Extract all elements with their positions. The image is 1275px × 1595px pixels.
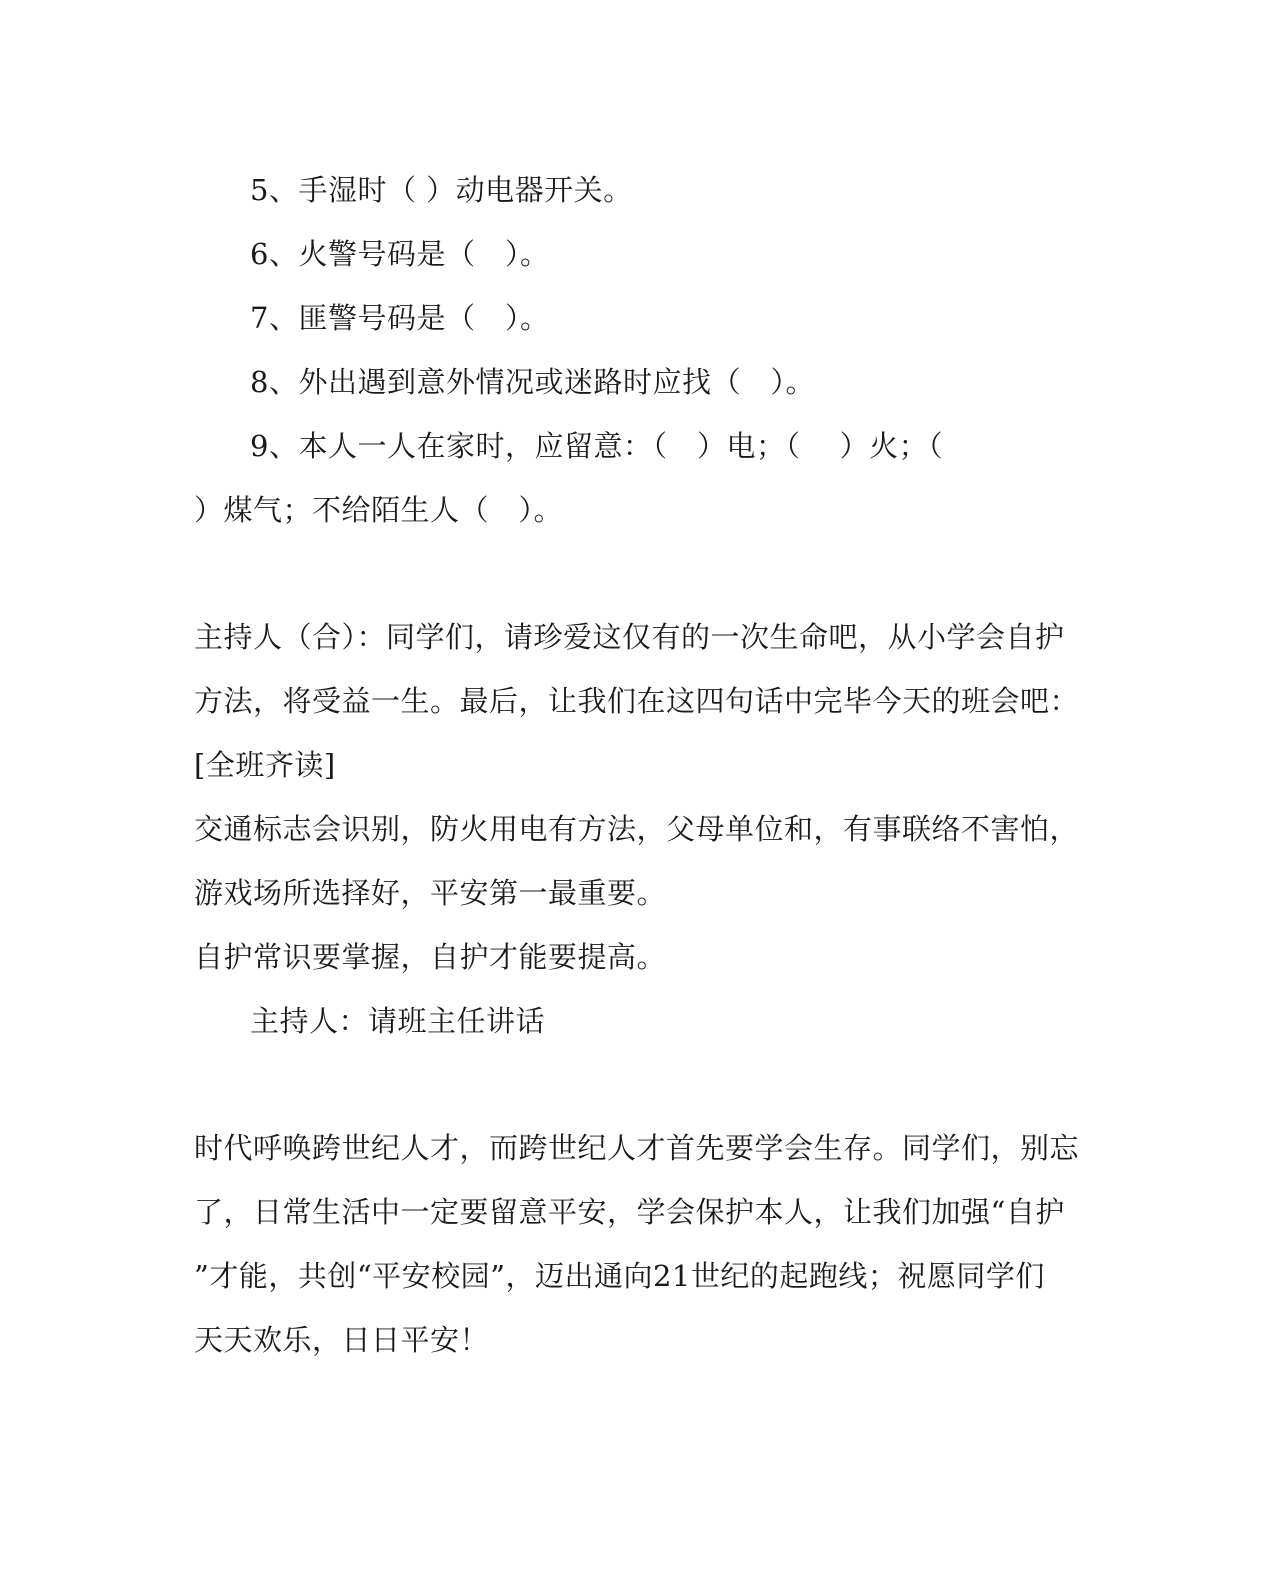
host-closing-line-2: 方法，将受益一生。最后，让我们在这四句话中完毕今天的班会吧： <box>194 684 1080 718</box>
question-7: 7、匪警号码是（ ）。 <box>250 301 550 335</box>
question-9-line-1: 9、本人一人在家时，应留意：（ ）电；（ ）火；（ <box>250 429 944 463</box>
teacher-speech-line-2: 了，日常生活中一定要留意平安，学会保护本人，让我们加强“自护 <box>194 1195 1065 1229</box>
teacher-speech-line-3: ”才能，共创“平安校园”，迈出通向21世纪的起跑线；祝愿同学们 <box>194 1259 1045 1293</box>
host-closing-line-1: 主持人（合）：同学们，请珍爱这仅有的一次生命吧，从小学会自护 <box>194 620 1065 654</box>
question-6: 6、火警号码是（ ）。 <box>250 237 550 271</box>
chorus-line-2: 游戏场所选择好，平安第一最重要。 <box>194 876 667 910</box>
teacher-speech-line-4: 天天欢乐，日日平安！ <box>194 1323 490 1357</box>
teacher-speech-line-1: 时代呼唤跨世纪人才，而跨世纪人才首先要学会生存。同学们，别忘 <box>194 1131 1080 1165</box>
question-5: 5、手湿时（ ）动电器开关。 <box>250 173 633 207</box>
chorus-line-1: 交通标志会识别，防火用电有方法，父母单位和，有事联络不害怕， <box>194 812 1080 846</box>
host-invite: 主持人：请班主任讲话 <box>250 1004 546 1038</box>
question-9-line-2: ）煤气；不给陌生人（ ）。 <box>194 493 564 527</box>
question-8: 8、外出遇到意外情况或迷路时应找（ ）。 <box>250 365 815 399</box>
chorus-line-3: 自护常识要掌握，自护才能要提高。 <box>194 940 667 974</box>
chorus-heading: [全班齐读] <box>194 748 336 782</box>
